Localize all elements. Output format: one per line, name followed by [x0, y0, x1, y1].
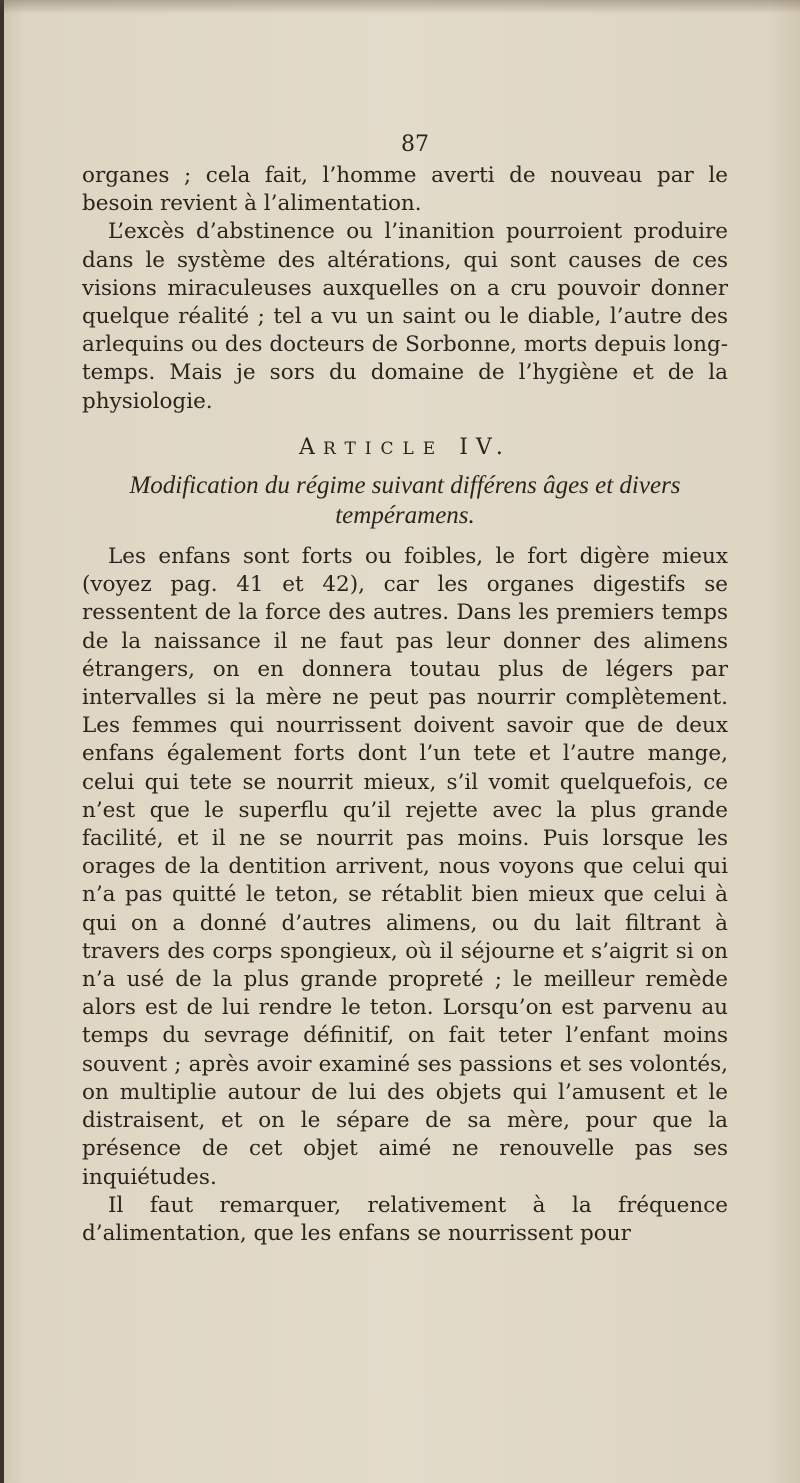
article-number: IV.	[459, 434, 511, 460]
page-number: 87	[401, 132, 429, 157]
article-word-rest: RTICLE	[322, 438, 445, 459]
article-subtitle: Modification du régime suivant différens âges et divers tempéramens.	[129, 472, 681, 530]
article-heading	[82, 434, 728, 463]
paragraph-children: Les enfans sont forts ou foibles, le fort digère mieux (voyez pag. 41 et 42), car les organes digestifs se ressentent de la force des autres. Dans les premiers temps de la naissance il ne faut pas leur donner des alimens étrangers, on en donnera toutau plus de légers par intervalles si la mère ne peut pas nourrir complètement. Les femmes qui nourrissent doivent savoir que de deux enfans également forts dont l’un tete et l’autre mange, celui qui tete se nourrit mieux, s’il vomit quelquefois, ce n’est que le superflu qu’il rejette avec la plus grande facilité, et il ne se nourrit pas moins. Puis lorsque les orages de la dentition arrivent, nous voyons que celui qui n’a pas quitté le teton, se rétablit bien mieux que celui à qui on a donné d’autres alimens, ou du lait filtrant à travers des corps spongieux, où il séjourne et s’aigrit si on n’a usé de la plus grande propreté ; le meilleur remède alors est de lui rendre le teton. Lorsqu’on est parvenu au temps du sevrage définitif, on fait teter l’enfant moins souvent ; après avoir examiné ses passions et ses volontés, on multiplie autour de lui des objets qui l’amusent et le distraisent, et on le sépare de sa mère, pour que la présence de cet objet aimé ne renouvelle pas ses inquiétudes.	[82, 544, 728, 1190]
paragraph-frequency: Il faut remarquer, relativement à la fréquence d’alimentation, que les enfans se nourrissent pour	[82, 1192, 728, 1246]
article-first-letter: A	[299, 434, 323, 460]
page-text	[82, 128, 728, 1248]
paragraph-continuation: organes ; cela fait, l’homme averti de nouveau par le besoin revient à l’alimentation.	[82, 163, 728, 217]
page-top-shadow	[0, 0, 800, 14]
paragraph-abstinence: L’excès d’abstinence ou l’inanition pourroient produire dans le système des altérations, qui sont causes de ces visions miraculeuses auxquelles on a cru pouvoir donner quelque réalité ; tel a vu un saint ou le diable, l’autre des arlequins ou des docteurs de Sorbonne, morts depuis long-temps. Mais je sors du domaine de l’hygiène et de la physiologie.	[82, 219, 728, 414]
page-binding-edge	[0, 0, 4, 1483]
